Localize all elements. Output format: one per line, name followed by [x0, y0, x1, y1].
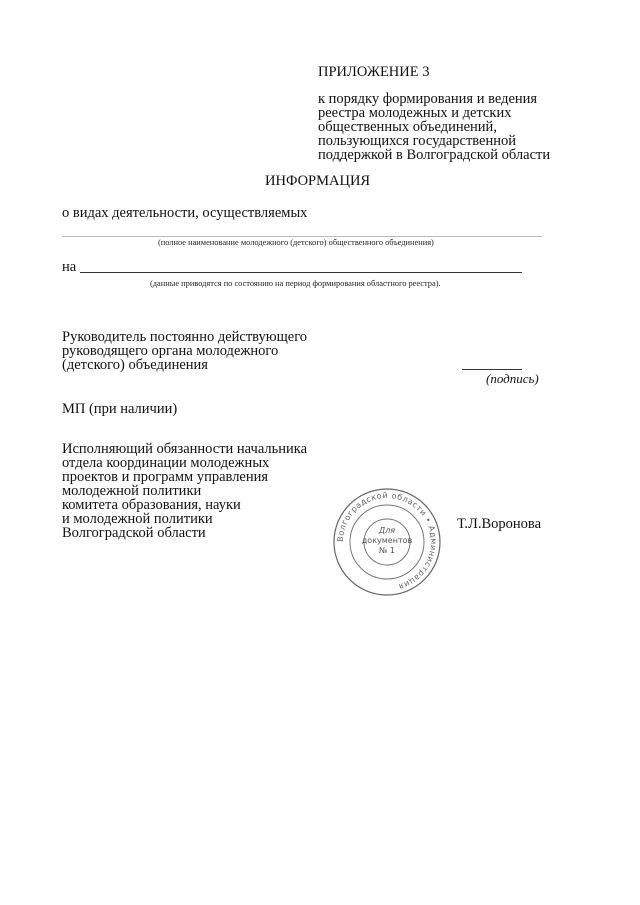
acting-head-line: молодежной политики — [62, 483, 202, 499]
signature-hint: (подпись) — [486, 371, 539, 386]
appendix-description — [318, 92, 550, 162]
period-hint: (данные приводятся по состоянию на период формирования областного реестра). — [150, 279, 441, 288]
acting-head-line: комитета образования, науки — [62, 497, 241, 513]
acting-head-line: отдела координации молодежных — [62, 455, 270, 471]
appendix-title: ПРИЛОЖЕНИЕ 3 — [318, 64, 430, 80]
acting-head-line: проектов и программ управления — [62, 469, 269, 485]
signature-line — [462, 369, 522, 370]
head-title-line: Руководитель постоянно действующего — [62, 329, 308, 345]
signatory-name: Т.Л.Воронова — [457, 516, 542, 532]
document-heading: ИНФОРМАЦИЯ — [265, 173, 371, 189]
acting-head-line: Исполняющий обязанности начальника — [62, 441, 308, 457]
appendix-line: поддержкой в Волгоградской области — [318, 147, 551, 163]
official-stamp — [332, 487, 442, 597]
stamp-center-line: документов — [361, 536, 413, 545]
appendix-line: к порядку формирования и ведения — [318, 91, 538, 107]
org-name-line — [62, 236, 542, 237]
appendix-line: общественных объединений, — [318, 119, 497, 135]
acting-head-line: и молодежной политики — [62, 511, 213, 527]
stamp-ring-text: Волгоградской области • Администрация — [335, 490, 439, 592]
acting-head-line: Волгоградской области — [62, 525, 206, 541]
seal-note: МП (при наличии) — [62, 401, 178, 417]
on-label: на — [62, 259, 77, 275]
head-title-line: (детского) объединения — [62, 357, 208, 373]
stamp-center-line: № 1 — [379, 546, 395, 555]
org-name-hint: (полное наименование молодежного (детского) общественного объединения) — [158, 238, 434, 247]
appendix-line: пользующихся государственной — [318, 133, 517, 149]
head-title-line: руководящего органа молодежного — [62, 343, 279, 359]
acting-head-title — [62, 442, 307, 540]
period-line — [80, 272, 522, 273]
appendix-line: реестра молодежных и детских — [318, 105, 512, 121]
stamp-center-line: Для — [378, 526, 396, 535]
document-subheading: о видах деятельности, осуществляемых — [62, 205, 308, 221]
head-title — [62, 330, 307, 372]
